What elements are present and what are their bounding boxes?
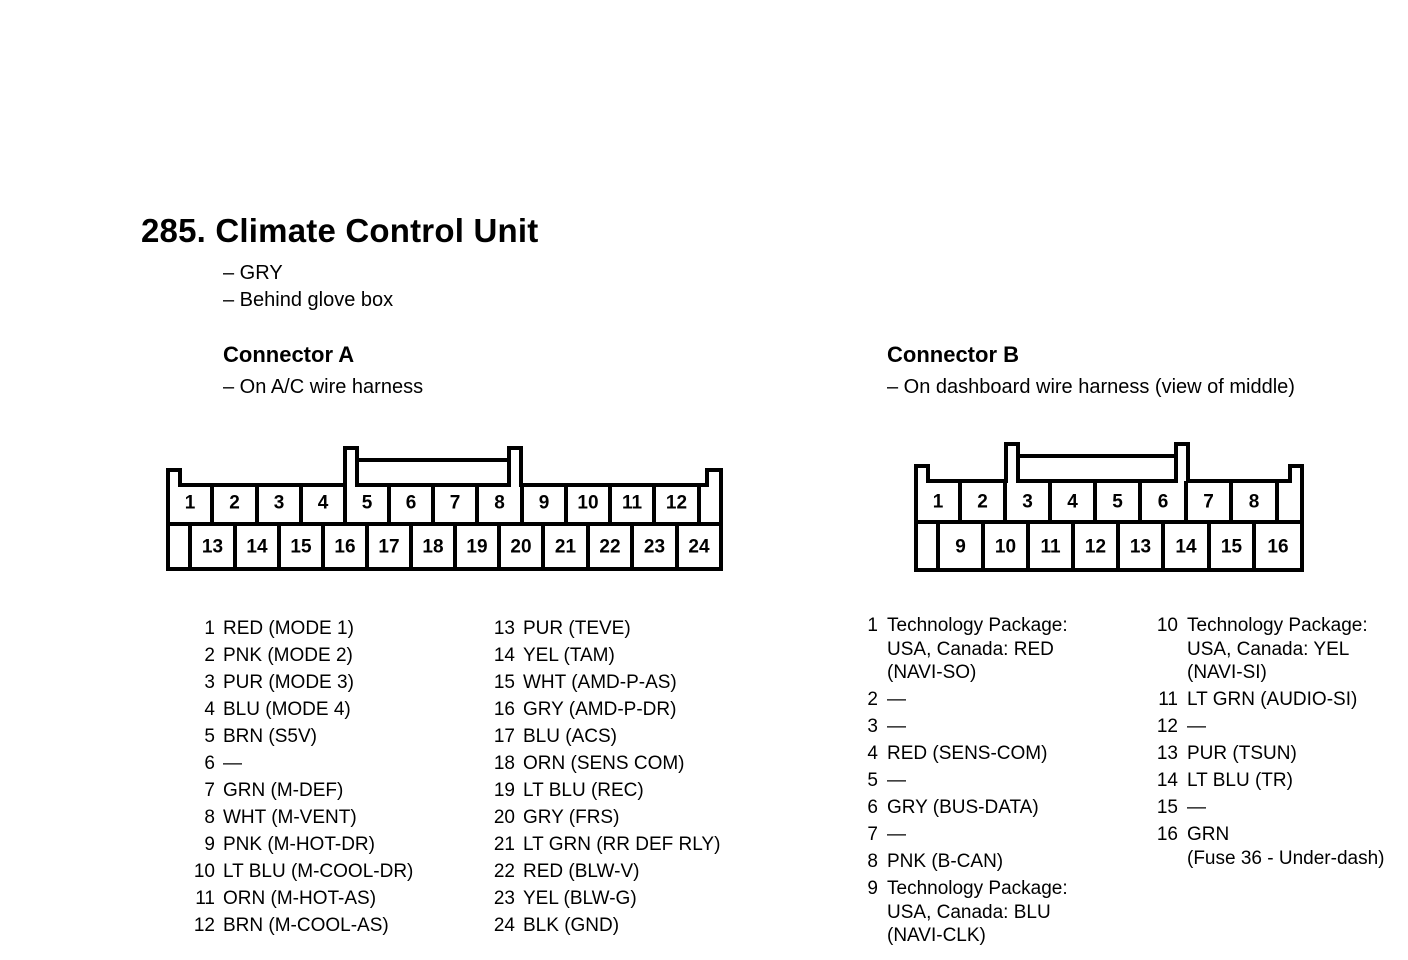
pin-number: 3 <box>867 716 878 737</box>
pin-number: 18 <box>493 753 515 774</box>
note-color: – GRY <box>223 262 283 284</box>
connector-a-pin-7: 7 <box>449 492 461 514</box>
pin-row <box>867 769 1068 793</box>
pin-row <box>493 804 720 831</box>
pin-description-line: — <box>1187 797 1206 818</box>
connector-a-pin-16: 16 <box>334 536 356 558</box>
pin-number: 12 <box>1156 716 1178 737</box>
connector-b-pin-14: 14 <box>1175 536 1197 558</box>
connector-a-pin-24: 24 <box>688 536 710 558</box>
pin-number: 8 <box>867 851 878 872</box>
pin-row <box>867 850 1068 874</box>
pin-description-line: Technology Package: <box>1187 615 1368 636</box>
pin-description: RED (BLW-V) <box>523 861 640 882</box>
pin-row <box>493 831 721 858</box>
connector-b-pin-list-2 <box>1156 614 1385 874</box>
pin-description: PNK (M-HOT-DR) <box>223 834 375 855</box>
pin-row <box>193 858 414 885</box>
pin-row <box>204 750 413 777</box>
pin-row <box>204 615 413 642</box>
pin-description-line: USA, Canada: BLU <box>887 901 1051 923</box>
connector-b-pin-1: 1 <box>932 491 944 513</box>
pin-number: 9 <box>867 878 878 899</box>
pin-row <box>493 642 720 669</box>
pin-number: 9 <box>204 834 215 855</box>
connector-b-diagram <box>916 444 1302 570</box>
pin-number: 15 <box>493 672 515 693</box>
pin-description: LT BLU (REC) <box>523 780 644 801</box>
pin-row <box>867 796 1068 820</box>
pin-description: BRN (S5V) <box>223 726 317 747</box>
pin-number: 20 <box>493 807 515 828</box>
pin-description: GRY (AMD-P-DR) <box>523 699 677 720</box>
pin-row <box>204 831 413 858</box>
pin-description: ORN (SENS COM) <box>523 753 685 774</box>
pin-row <box>204 723 413 750</box>
pin-number: 24 <box>493 915 515 936</box>
pin-row <box>493 696 720 723</box>
connector-b-pin-3: 3 <box>1022 491 1033 513</box>
connector-a-pin-1: 1 <box>184 492 196 514</box>
pin-number: 21 <box>493 834 515 855</box>
pin-row <box>1156 823 1385 870</box>
connector-a-pin-3: 3 <box>273 492 285 514</box>
pin-number: 8 <box>204 807 215 828</box>
connector-b-pin-2: 2 <box>977 491 988 513</box>
pin-description-line: USA, Canada: YEL <box>1187 638 1350 660</box>
connector-a-pin-18: 18 <box>422 536 444 558</box>
pin-number: 14 <box>493 645 515 666</box>
pin-row <box>867 614 1068 685</box>
connector-b-housing <box>916 444 1302 570</box>
pin-description: PUR (TEVE) <box>523 618 631 639</box>
pin-row <box>204 804 413 831</box>
connector-a-pin-11: 11 <box>621 492 643 514</box>
pin-number: 2 <box>204 645 215 666</box>
connector-a-heading: Connector A <box>223 342 355 367</box>
pin-number: 13 <box>493 618 515 639</box>
pin-number: 5 <box>204 726 215 747</box>
pin-number: 10 <box>193 861 215 882</box>
pin-description-line: — <box>1187 716 1206 737</box>
connector-a-pin-13: 13 <box>201 536 224 558</box>
connector-b-pin-15: 15 <box>1220 536 1243 558</box>
connector-a-pin-list-1 <box>193 615 414 939</box>
pin-number: 22 <box>493 861 515 882</box>
pin-number: 7 <box>204 780 215 801</box>
pin-row <box>493 885 720 912</box>
pin-description-line: PNK (B-CAN) <box>887 851 1004 872</box>
pin-description-line: GRN <box>1187 824 1230 845</box>
pin-description: YEL (TAM) <box>523 645 615 666</box>
pin-description: BLK (GND) <box>523 915 620 936</box>
pin-row <box>867 823 1068 847</box>
connector-a-pin-15: 15 <box>290 536 312 558</box>
connector-b-pin-8: 8 <box>1248 491 1260 513</box>
pin-description: BLU (ACS) <box>523 726 617 747</box>
pin-number: 5 <box>867 770 878 791</box>
pin-description: LT GRN (RR DEF RLY) <box>523 834 721 855</box>
pin-number: 11 <box>195 888 215 909</box>
pin-row <box>1156 769 1384 793</box>
connector-a-pin-19: 19 <box>466 536 488 558</box>
pin-description: BLU (MODE 4) <box>223 699 351 720</box>
pin-description: WHT (M-VENT) <box>223 807 357 828</box>
pin-number: 15 <box>1156 797 1178 818</box>
pin-number: 1 <box>867 615 878 636</box>
pin-number: 6 <box>204 753 215 774</box>
pin-row <box>204 696 413 723</box>
connector-b-pin-9: 9 <box>955 536 966 558</box>
pin-number: 4 <box>867 743 878 764</box>
connector-b-location: – On dashboard wire harness (view of middle) <box>887 376 1295 398</box>
pin-description-line: Technology Package: <box>887 615 1068 636</box>
pin-number: 12 <box>193 915 215 936</box>
pin-row <box>195 885 413 912</box>
pin-row <box>1156 742 1384 766</box>
connector-a-pin-20: 20 <box>510 536 532 558</box>
pin-row <box>867 715 1068 739</box>
pin-row <box>493 615 720 642</box>
connector-b-pin-5: 5 <box>1112 491 1123 513</box>
connector-a-pin-2: 2 <box>229 492 240 514</box>
pin-description: — <box>223 753 242 774</box>
pin-row <box>204 777 413 804</box>
pin-description: GRN (M-DEF) <box>223 780 344 801</box>
connector-a-pin-17: 17 <box>378 536 400 558</box>
pin-row <box>867 877 1068 948</box>
pin-row <box>493 723 720 750</box>
pin-row <box>1156 715 1384 739</box>
pin-description-line: USA, Canada: RED <box>887 638 1054 660</box>
pin-description-line: — <box>887 689 906 710</box>
pin-number: 13 <box>1156 743 1178 764</box>
pin-description-line: LT BLU (TR) <box>1187 770 1293 791</box>
pin-description: WHT (AMD-P-AS) <box>523 672 677 693</box>
pin-number: 14 <box>1156 770 1178 791</box>
pin-number: 16 <box>1156 824 1178 845</box>
pin-number: 3 <box>204 672 215 693</box>
pin-description-line: — <box>887 824 906 845</box>
pin-number: 19 <box>493 780 515 801</box>
pin-row <box>867 688 1068 712</box>
pin-number: 1 <box>204 618 215 639</box>
pin-description: ORN (M-HOT-AS) <box>223 888 377 909</box>
connector-b-pin-12: 12 <box>1084 536 1107 558</box>
connector-b-pin-11: 11 <box>1040 536 1061 558</box>
connector-b-pin-7: 7 <box>1203 491 1214 513</box>
pin-row <box>493 750 720 777</box>
connector-a-pin-21: 21 <box>554 536 577 558</box>
connector-a-pin-9: 9 <box>538 492 550 514</box>
pin-number: 6 <box>867 797 878 818</box>
pin-number: 2 <box>867 689 878 710</box>
connector-a-pin-8: 8 <box>494 492 505 514</box>
connector-a-pin-10: 10 <box>577 492 599 514</box>
connector-a-pin-list-2 <box>493 615 721 939</box>
pin-description: PUR (MODE 3) <box>223 672 354 693</box>
pin-row <box>1156 796 1384 820</box>
pin-row <box>867 742 1068 766</box>
connector-a-pin-22: 22 <box>599 536 621 558</box>
pin-description-line: (NAVI-SI) <box>1187 662 1267 683</box>
pin-row <box>493 912 720 939</box>
connector-a-pin-23: 23 <box>643 536 666 558</box>
pin-description: YEL (BLW-G) <box>523 888 637 909</box>
connector-b-pin-13: 13 <box>1129 536 1152 558</box>
pin-number: 23 <box>493 888 515 909</box>
pin-number: 16 <box>493 699 515 720</box>
connector-a-diagram <box>168 448 721 569</box>
connector-b-pin-10: 10 <box>994 536 1017 558</box>
connector-a-pin-4: 4 <box>317 492 329 514</box>
connector-a-pin-6: 6 <box>405 492 417 514</box>
pin-description-line: PUR (TSUN) <box>1187 743 1297 764</box>
pin-description-line: RED (SENS-COM) <box>887 743 1048 764</box>
pin-description-line: (NAVI-SO) <box>887 662 977 683</box>
connector-a-pin-12: 12 <box>665 492 688 514</box>
connector-a-pin-5: 5 <box>361 492 373 514</box>
pin-description: RED (MODE 1) <box>223 618 354 639</box>
pin-number: 11 <box>1158 689 1178 710</box>
connector-b-pin-6: 6 <box>1157 491 1169 513</box>
pin-description-line: GRY (BUS-DATA) <box>887 797 1039 818</box>
connector-a-pin-14: 14 <box>246 536 268 558</box>
note-location: – Behind glove box <box>223 289 394 311</box>
pin-description: LT BLU (M-COOL-DR) <box>223 861 414 882</box>
pin-number: 4 <box>204 699 215 720</box>
pin-number: 17 <box>493 726 515 747</box>
connector-a-location: – On A/C wire harness <box>223 376 424 398</box>
pin-row <box>193 912 413 939</box>
connector-b-heading: Connector B <box>887 342 1019 367</box>
pin-description-line: — <box>887 770 906 791</box>
pin-description: BRN (M-COOL-AS) <box>223 915 389 936</box>
pin-description-line: (Fuse 36 - Under-dash) <box>1187 847 1385 869</box>
connector-b-pin-4: 4 <box>1067 491 1078 513</box>
pin-row <box>204 642 413 669</box>
pin-row <box>493 777 720 804</box>
pin-description: PNK (MODE 2) <box>223 645 353 666</box>
pin-row <box>493 858 720 885</box>
pin-row <box>493 669 720 696</box>
pin-row <box>204 669 413 696</box>
pin-description-line: — <box>887 716 906 737</box>
pin-description-line: (NAVI-CLK) <box>887 925 986 946</box>
pin-number: 7 <box>867 824 878 845</box>
connector-b-pin-list-1 <box>867 614 1068 951</box>
pin-description-line: Technology Package: <box>887 878 1068 899</box>
pin-row <box>1158 688 1384 712</box>
pin-number: 10 <box>1156 615 1178 636</box>
pin-row <box>1156 614 1384 685</box>
page-title: 285. Climate Control Unit <box>141 212 539 249</box>
pin-description: GRY (FRS) <box>523 807 620 828</box>
pin-description-line: LT GRN (AUDIO-SI) <box>1187 689 1358 710</box>
connector-b-pin-16: 16 <box>1267 536 1289 558</box>
